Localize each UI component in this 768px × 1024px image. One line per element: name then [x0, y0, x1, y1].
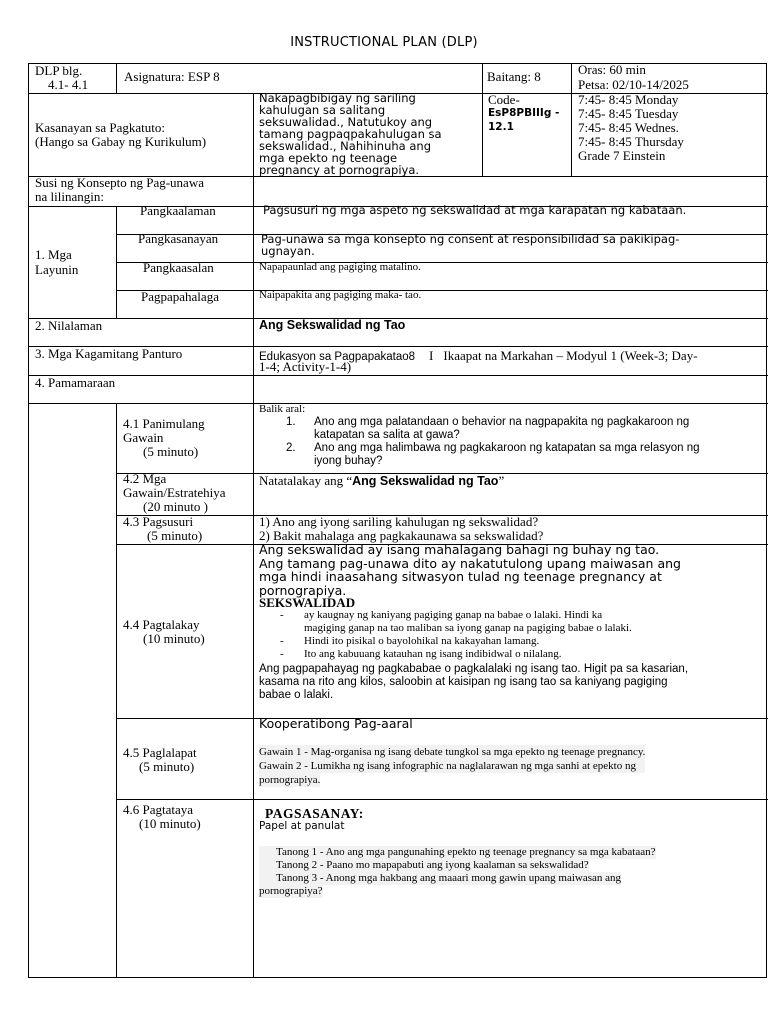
- layunin-domain-pangkasanayan: Pangkasanayan: [138, 231, 219, 246]
- list-item: - Hindi ito pisikal o bayolohikal na kakayahan lamang.: [280, 635, 540, 647]
- layunin-domain-pangkaasalan: Pangkaasalan: [143, 260, 214, 275]
- step-4-4-closing: Ang pagpapahayag ng pagkababae o pagkalalaki ng isang tao. Higit pa sa kasarian, kasama na rito ang kilos, saloobin at kaisipan ng isang tao sa kaniyang pagiging babae o lalaki.: [259, 663, 689, 701]
- step-4-4-label: 4.4 Pagtalakay (10 minuto): [123, 617, 205, 646]
- papel-at-panulat: Papel at panulat: [259, 820, 345, 832]
- step-4-1-label: 4.1 Panimulang Gawain (5 minuto): [123, 416, 205, 459]
- rule: [482, 64, 483, 176]
- rule: [116, 64, 117, 93]
- nilalaman-value: Ang Sekswalidad ng Tao: [259, 318, 406, 332]
- dlp-blg-label: DLP blg.: [35, 63, 83, 78]
- schedule: 7:45- 8:45 Monday 7:45- 8:45 Tuesday 7:45- 8:45 Wednes. 7:45- 8:45 Thursday Grade 7 Einstein: [578, 92, 684, 163]
- layunin-text-pangkaasalan: Napapaunlad ang pagiging matalino.: [259, 261, 421, 273]
- sekswalidad-bullets: [280, 609, 632, 661]
- layunin-domain-pagpapahalaga: Pagpapahalaga: [141, 289, 219, 304]
- layunin-text-pagpapahalaga: Naipapakita ang pagiging maka- tao.: [259, 289, 422, 301]
- layunin-domain-pangkaalaman: Pangkaalaman: [140, 203, 216, 218]
- dlp-blg-value: 4.1- 4.1: [48, 77, 89, 92]
- petsa: Petsa: 02/10-14/2025: [578, 77, 689, 92]
- kagamitan-label: 3. Mga Kagamitang Panturo: [35, 346, 183, 361]
- list-item: 2. Ano ang mga halimbawa ng pagkakaroon ng katapatan sa mga relasyon ng iyong buhay?: [286, 442, 700, 467]
- step-4-5-heading: Kooperatibong Pag-aaral: [259, 716, 413, 731]
- kagamitan-value: Edukasyon sa Pagpapakatao8 I Ikaapat na Markahan – Modyul 1 (Week-3; Day-: [259, 348, 698, 363]
- layunin-text-pangkaalaman: Pagsusuri ng mga aspeto ng sekswalidad at mga karapatan ng kabataan.: [263, 203, 687, 217]
- step-4-3-label: 4.3 Pagsusuri (5 minuto): [123, 514, 203, 543]
- sekswalidad-heading: SEKSWALIDAD: [259, 595, 356, 610]
- balik-aral-list: [284, 416, 700, 468]
- kasanayan-text: Nakapagbibigay ng sariling kahulugan sa salitang seksuwalidad., Natutukoy ang tamang pagpaqpakahulugan sa sekswalidad., Nahihinuha ang mga epekto ng teenage pregnancy at pornograpiya.: [259, 91, 442, 177]
- baitang: Baitang: 8: [487, 69, 541, 84]
- rule: [29, 375, 768, 376]
- kasanayan-sublabel: (Hango sa Gabay ng Kurikulum): [35, 134, 207, 149]
- rule: [571, 64, 572, 176]
- step-4-5-label: 4.5 Paglalapat (5 minuto): [123, 745, 197, 774]
- rule: [253, 93, 254, 977]
- list-item: - ay kaugnay ng kaniyang pagiging ganap na babae o lalaki. Hindi ka magiging ganap na tao maliban sa iyong ganap na pagiging babae o lalaki.: [280, 609, 632, 634]
- step-4-2-label: 4.2 Mga Gawain/Estratehiya (20 minuto ): [123, 471, 226, 514]
- rule: [116, 206, 117, 318]
- code-value: EsP8PBIIIg -: [488, 107, 560, 119]
- step-4-4-paragraph: Ang sekswalidad ay isang mahalagang bahagi ng buhay ng tao. Ang tamang pag-unawa dito ay nakatutulong upang maiwasan ang mga hindi inaasahang sitwasyon tulad ng teenage pregnancy at pornograpiya.: [259, 542, 681, 598]
- code-value-2: 12.1: [488, 121, 514, 133]
- asignatura: Asignatura: ESP 8: [124, 69, 220, 84]
- list-item: 1. Ano ang mga palatandaan o behavior na nagpapakita ng pagkakaroon ng katapatan sa salita at gawa?: [286, 416, 690, 441]
- document-title: INSTRUCTIONAL PLAN (DLP): [290, 35, 478, 50]
- list-item: - Ito ang kabuuang katauhan ng isang indibidwal o nilalang.: [280, 648, 562, 660]
- rule: [116, 718, 768, 719]
- kasanayan-label: Kasanayan sa Pagkatuto:: [35, 120, 165, 135]
- rule: [116, 403, 117, 977]
- code-label: Code-: [488, 92, 520, 107]
- pagsasanay-heading: PAGSASANAY:: [265, 806, 364, 821]
- step-4-3-questions: 1) Ano ang iyong sariling kahulugan ng sekswalidad? 2) Bakit mahalaga ang pagkakaunawa sa sekswalidad?: [259, 514, 544, 543]
- layunin-label: 1. Mga Layunin: [35, 247, 79, 277]
- kagamitan-value-cont: 1-4; Activity-1-4): [259, 359, 352, 374]
- layunin-text-pangkasanayan: Pag-unawa sa mga konsepto ng consent at responsibilidad sa pakikipag- ugnayan.: [261, 232, 680, 258]
- tanong-list: Tanong 1 - Ano ang mga pangunahing epekto ng teenage pregnancy sa mga kabataan? Tanong 2 - Paano mo mapapabuti ang iyong kaalaman sa sekswalidad? Tanong 3 - Anong mga hakbang ang maaari mong gawin upang maiwasan ang pornograpiya?: [259, 846, 656, 897]
- pamamaraan-label: 4. Pamamaraan: [35, 375, 116, 390]
- nilalaman-label: 2. Nilalaman: [35, 318, 103, 333]
- rule: [29, 403, 768, 404]
- rule: [116, 799, 768, 800]
- balik-aral: Balik aral:: [259, 403, 306, 415]
- oras: Oras: 60 min: [578, 62, 646, 77]
- step-4-6-label: 4.6 Pagtataya (10 minuto): [123, 802, 201, 831]
- step-4-2-text: Natatalakay ang “Ang Sekswalidad ng Tao”: [259, 473, 505, 488]
- step-4-5-gawain: Gawain 1 - Mag-organisa ng isang debate tungkol sa mga epekto ng teenage pregnancy. Gawain 2 - Lumikha ng isang infographic na naglalarawan ng mga sanhi at epekto ng pornograpiya.: [259, 746, 646, 786]
- susi-label: Susi ng Konsepto ng Pag-unawa na lilinangin:: [35, 175, 204, 204]
